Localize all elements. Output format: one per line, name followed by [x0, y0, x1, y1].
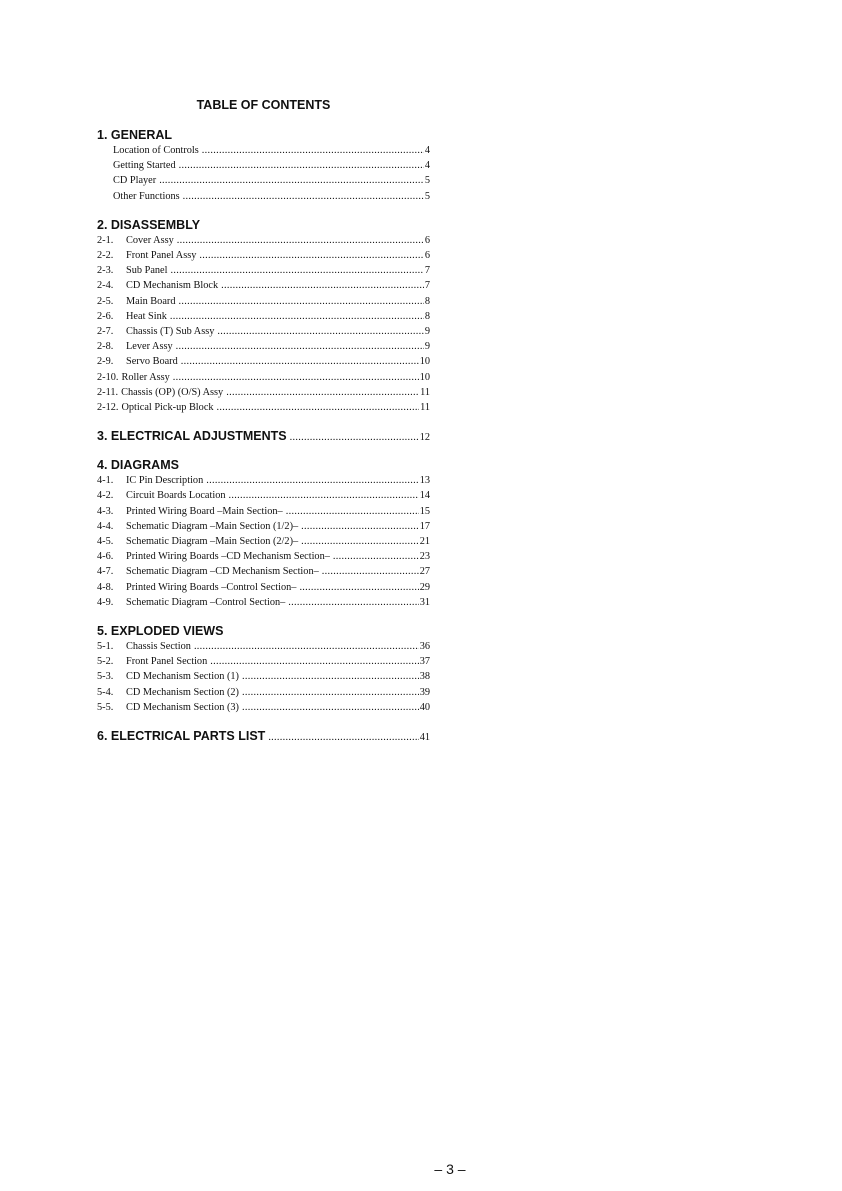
- toc-entry[interactable]: [97, 654, 430, 669]
- entry-page: 9: [424, 341, 430, 353]
- entry-label: Front Panel Section: [126, 656, 208, 668]
- dot-leader: [177, 233, 424, 248]
- entry-number: 2-9.: [97, 356, 114, 368]
- entry-number: 2-1.: [97, 234, 114, 246]
- dot-leader: [322, 564, 419, 579]
- entry-label: Sub Panel: [126, 265, 168, 277]
- entry-page: 40: [419, 701, 430, 713]
- section-heading: 4. DIAGRAMS: [97, 458, 179, 473]
- page-number: – 3 –: [434, 1161, 466, 1177]
- toc-entry[interactable]: [97, 173, 430, 188]
- toc-entry[interactable]: [97, 370, 430, 385]
- section-electrical-parts-list: [97, 729, 430, 744]
- entry-page: 8: [424, 310, 430, 322]
- entry-number: 2-8.: [97, 341, 114, 353]
- entry-label: Chassis Section: [126, 641, 191, 653]
- dot-leader: [301, 534, 419, 549]
- toc-entry[interactable]: [97, 248, 430, 263]
- entry-page: 4: [424, 160, 430, 172]
- entry-label: Printed Wiring Boards –CD Mechanism Section–: [126, 551, 330, 563]
- toc-entry[interactable]: [97, 429, 430, 444]
- entry-label: Location of Controls: [113, 145, 199, 156]
- entry-page: 9: [424, 326, 430, 338]
- entry-number: 4-4.: [97, 520, 114, 532]
- entry-label: Schematic Diagram –Main Section (1/2)–: [126, 520, 299, 532]
- entry-page: 21: [419, 536, 430, 548]
- entry-label: Printed Wiring Boards –Control Section–: [126, 581, 297, 593]
- toc-entry[interactable]: [97, 189, 430, 204]
- entry-label: CD Player: [113, 175, 157, 187]
- dot-leader: [290, 432, 419, 443]
- entry-label: Getting Started: [113, 160, 176, 172]
- toc-entry[interactable]: [97, 473, 430, 488]
- dot-leader: [268, 732, 418, 743]
- entry-page: 7: [424, 265, 430, 277]
- entry-number: 2-12.: [97, 402, 119, 414]
- dot-leader: [217, 324, 423, 339]
- entry-page: 6: [424, 234, 430, 246]
- section-electrical-adjustments: [97, 429, 430, 444]
- entry-page: 31: [419, 596, 430, 608]
- toc-entry[interactable]: [97, 729, 430, 744]
- entry-label: Printed Wiring Board –Main Section–: [126, 505, 283, 517]
- entry-label: Other Functions: [113, 190, 180, 202]
- dot-leader: [210, 654, 418, 669]
- table-of-contents: [97, 98, 430, 758]
- entry-label: Servo Board: [126, 356, 178, 368]
- entry-page: 8: [424, 295, 430, 307]
- entry-page: 12: [419, 432, 430, 444]
- dot-leader: [194, 639, 419, 654]
- toc-entry[interactable]: [97, 519, 430, 534]
- entry-label: Chassis (T) Sub Assy: [126, 326, 215, 338]
- toc-entry[interactable]: [97, 294, 430, 309]
- entry-label: Cover Assy: [126, 234, 174, 246]
- entry-label: Roller Assy: [121, 371, 170, 383]
- dot-leader: [242, 669, 419, 684]
- entry-page: 4: [424, 145, 430, 156]
- entry-page: 5: [424, 190, 430, 202]
- entry-page: 29: [419, 581, 430, 593]
- entry-page: 11: [420, 386, 430, 398]
- dot-leader: [159, 173, 424, 188]
- section-heading: 2. DISASSEMBLY: [97, 217, 201, 232]
- toc-entry[interactable]: [97, 685, 430, 700]
- dot-leader: [206, 473, 418, 488]
- dot-leader: [299, 580, 418, 595]
- entry-label: CD Mechanism Section (1): [126, 671, 239, 683]
- entry-label: CD Mechanism Block: [126, 280, 219, 292]
- entry-number: 2-2.: [97, 250, 114, 262]
- toc-entry[interactable]: [97, 339, 430, 354]
- entry-number: 4-6.: [97, 551, 114, 563]
- entry-label: Main Board: [126, 295, 176, 307]
- section-heading: 3. ELECTRICAL ADJUSTMENTS: [97, 429, 287, 444]
- entry-label: IC Pin Description: [126, 475, 204, 487]
- entry-number: 5-1.: [97, 641, 114, 653]
- dot-leader: [288, 595, 418, 610]
- toc-entry[interactable]: [97, 233, 430, 248]
- dot-leader: [221, 278, 424, 293]
- section-heading: 6. ELECTRICAL PARTS LIST: [97, 729, 266, 744]
- entry-number: 2-11.: [97, 386, 119, 398]
- toc-entry[interactable]: [97, 549, 430, 564]
- entry-number: 4-7.: [97, 566, 114, 578]
- toc-title: TABLE OF CONTENTS: [196, 98, 331, 112]
- entry-page: 38: [419, 671, 430, 683]
- entry-page: 15: [419, 505, 430, 517]
- entry-number: 4-9.: [97, 596, 114, 608]
- toc-entry[interactable]: [97, 309, 430, 324]
- dot-leader: [242, 700, 419, 715]
- dot-leader: [183, 189, 424, 204]
- entry-number: 2-5.: [97, 295, 114, 307]
- entry-number: 2-4.: [97, 280, 114, 292]
- toc-entry[interactable]: [97, 385, 430, 400]
- toc-entry[interactable]: [97, 580, 430, 595]
- dot-leader: [202, 143, 424, 158]
- dot-leader: [181, 354, 419, 369]
- toc-entry[interactable]: [97, 564, 430, 579]
- entry-label: Circuit Boards Location: [126, 490, 226, 502]
- entry-label: Front Panel Assy: [126, 250, 197, 262]
- entry-number: 2-3.: [97, 265, 114, 277]
- entry-page: 13: [419, 475, 430, 487]
- dot-leader: [170, 309, 424, 324]
- entry-number: 4-5.: [97, 536, 114, 548]
- entry-number: 2-6.: [97, 310, 114, 322]
- toc-entry[interactable]: [97, 400, 430, 415]
- section-diagrams: [97, 458, 430, 610]
- dot-leader: [170, 263, 423, 278]
- entry-number: 2-7.: [97, 326, 114, 338]
- entry-number: 4-3.: [97, 505, 114, 517]
- entry-number: 5-4.: [97, 686, 114, 698]
- dot-leader: [226, 385, 419, 400]
- toc-entry[interactable]: [97, 669, 430, 684]
- toc-entry[interactable]: [97, 534, 430, 549]
- dot-leader: [178, 294, 423, 309]
- toc-entry[interactable]: [97, 278, 430, 293]
- entry-label: Schematic Diagram –Control Section–: [126, 596, 286, 608]
- toc-entry[interactable]: [97, 488, 430, 503]
- entry-number: 4-2.: [97, 490, 114, 502]
- dot-leader: [301, 519, 419, 534]
- toc-entry[interactable]: [97, 700, 430, 715]
- entry-page: 6: [424, 250, 430, 262]
- entry-label: CD Mechanism Section (2): [126, 686, 239, 698]
- toc-entry[interactable]: [97, 639, 430, 654]
- entry-page: 5: [424, 175, 430, 187]
- entry-label: Optical Pick-up Block: [121, 402, 214, 414]
- entry-label: Chassis (OP) (O/S) Assy: [121, 386, 224, 398]
- entry-page: 27: [419, 566, 430, 578]
- entry-number: 4-8.: [97, 581, 114, 593]
- toc-entry[interactable]: [97, 324, 430, 339]
- entry-page: 11: [420, 402, 430, 414]
- toc-entry[interactable]: [97, 143, 430, 158]
- entry-page: 10: [419, 356, 430, 368]
- entry-page: 10: [419, 371, 430, 383]
- section-heading: 1. GENERAL: [97, 128, 173, 142]
- entry-page: 37: [419, 656, 430, 668]
- toc-entry[interactable]: [97, 158, 430, 173]
- toc-entry[interactable]: [97, 504, 430, 519]
- entry-label: Schematic Diagram –Main Section (2/2)–: [126, 536, 299, 548]
- entry-number: 5-5.: [97, 701, 114, 713]
- entry-number: 2-10.: [97, 371, 119, 383]
- dot-leader: [229, 488, 419, 503]
- section-disassembly: [97, 218, 430, 415]
- dot-leader: [333, 549, 419, 564]
- entry-label: CD Mechanism Section (3): [126, 701, 239, 713]
- entry-number: 5-3.: [97, 671, 114, 683]
- dot-leader: [176, 339, 424, 354]
- entry-number: 5-2.: [97, 656, 114, 668]
- dot-leader: [286, 504, 419, 519]
- entry-label: Schematic Diagram –CD Mechanism Section–: [126, 566, 319, 578]
- entry-page: 17: [419, 520, 430, 532]
- entry-page: 23: [419, 551, 430, 563]
- entry-label: Heat Sink: [126, 310, 167, 322]
- section-heading: 5. EXPLODED VIEWS: [97, 624, 224, 639]
- toc-entry[interactable]: [97, 354, 430, 369]
- dot-leader: [179, 158, 424, 173]
- entry-page: 39: [419, 686, 430, 698]
- entry-page: 41: [419, 732, 430, 744]
- section-exploded-views: [97, 624, 430, 715]
- toc-entry[interactable]: [97, 595, 430, 610]
- entry-page: 36: [419, 641, 430, 653]
- dot-leader: [242, 685, 419, 700]
- entry-label: Lever Assy: [126, 341, 173, 353]
- section-general: [97, 128, 430, 204]
- dot-leader: [217, 400, 420, 415]
- entry-page: 7: [424, 280, 430, 292]
- entry-number: 4-1.: [97, 475, 114, 487]
- dot-leader: [199, 248, 423, 263]
- dot-leader: [173, 370, 419, 385]
- toc-entry[interactable]: [97, 263, 430, 278]
- entry-page: 14: [419, 490, 430, 502]
